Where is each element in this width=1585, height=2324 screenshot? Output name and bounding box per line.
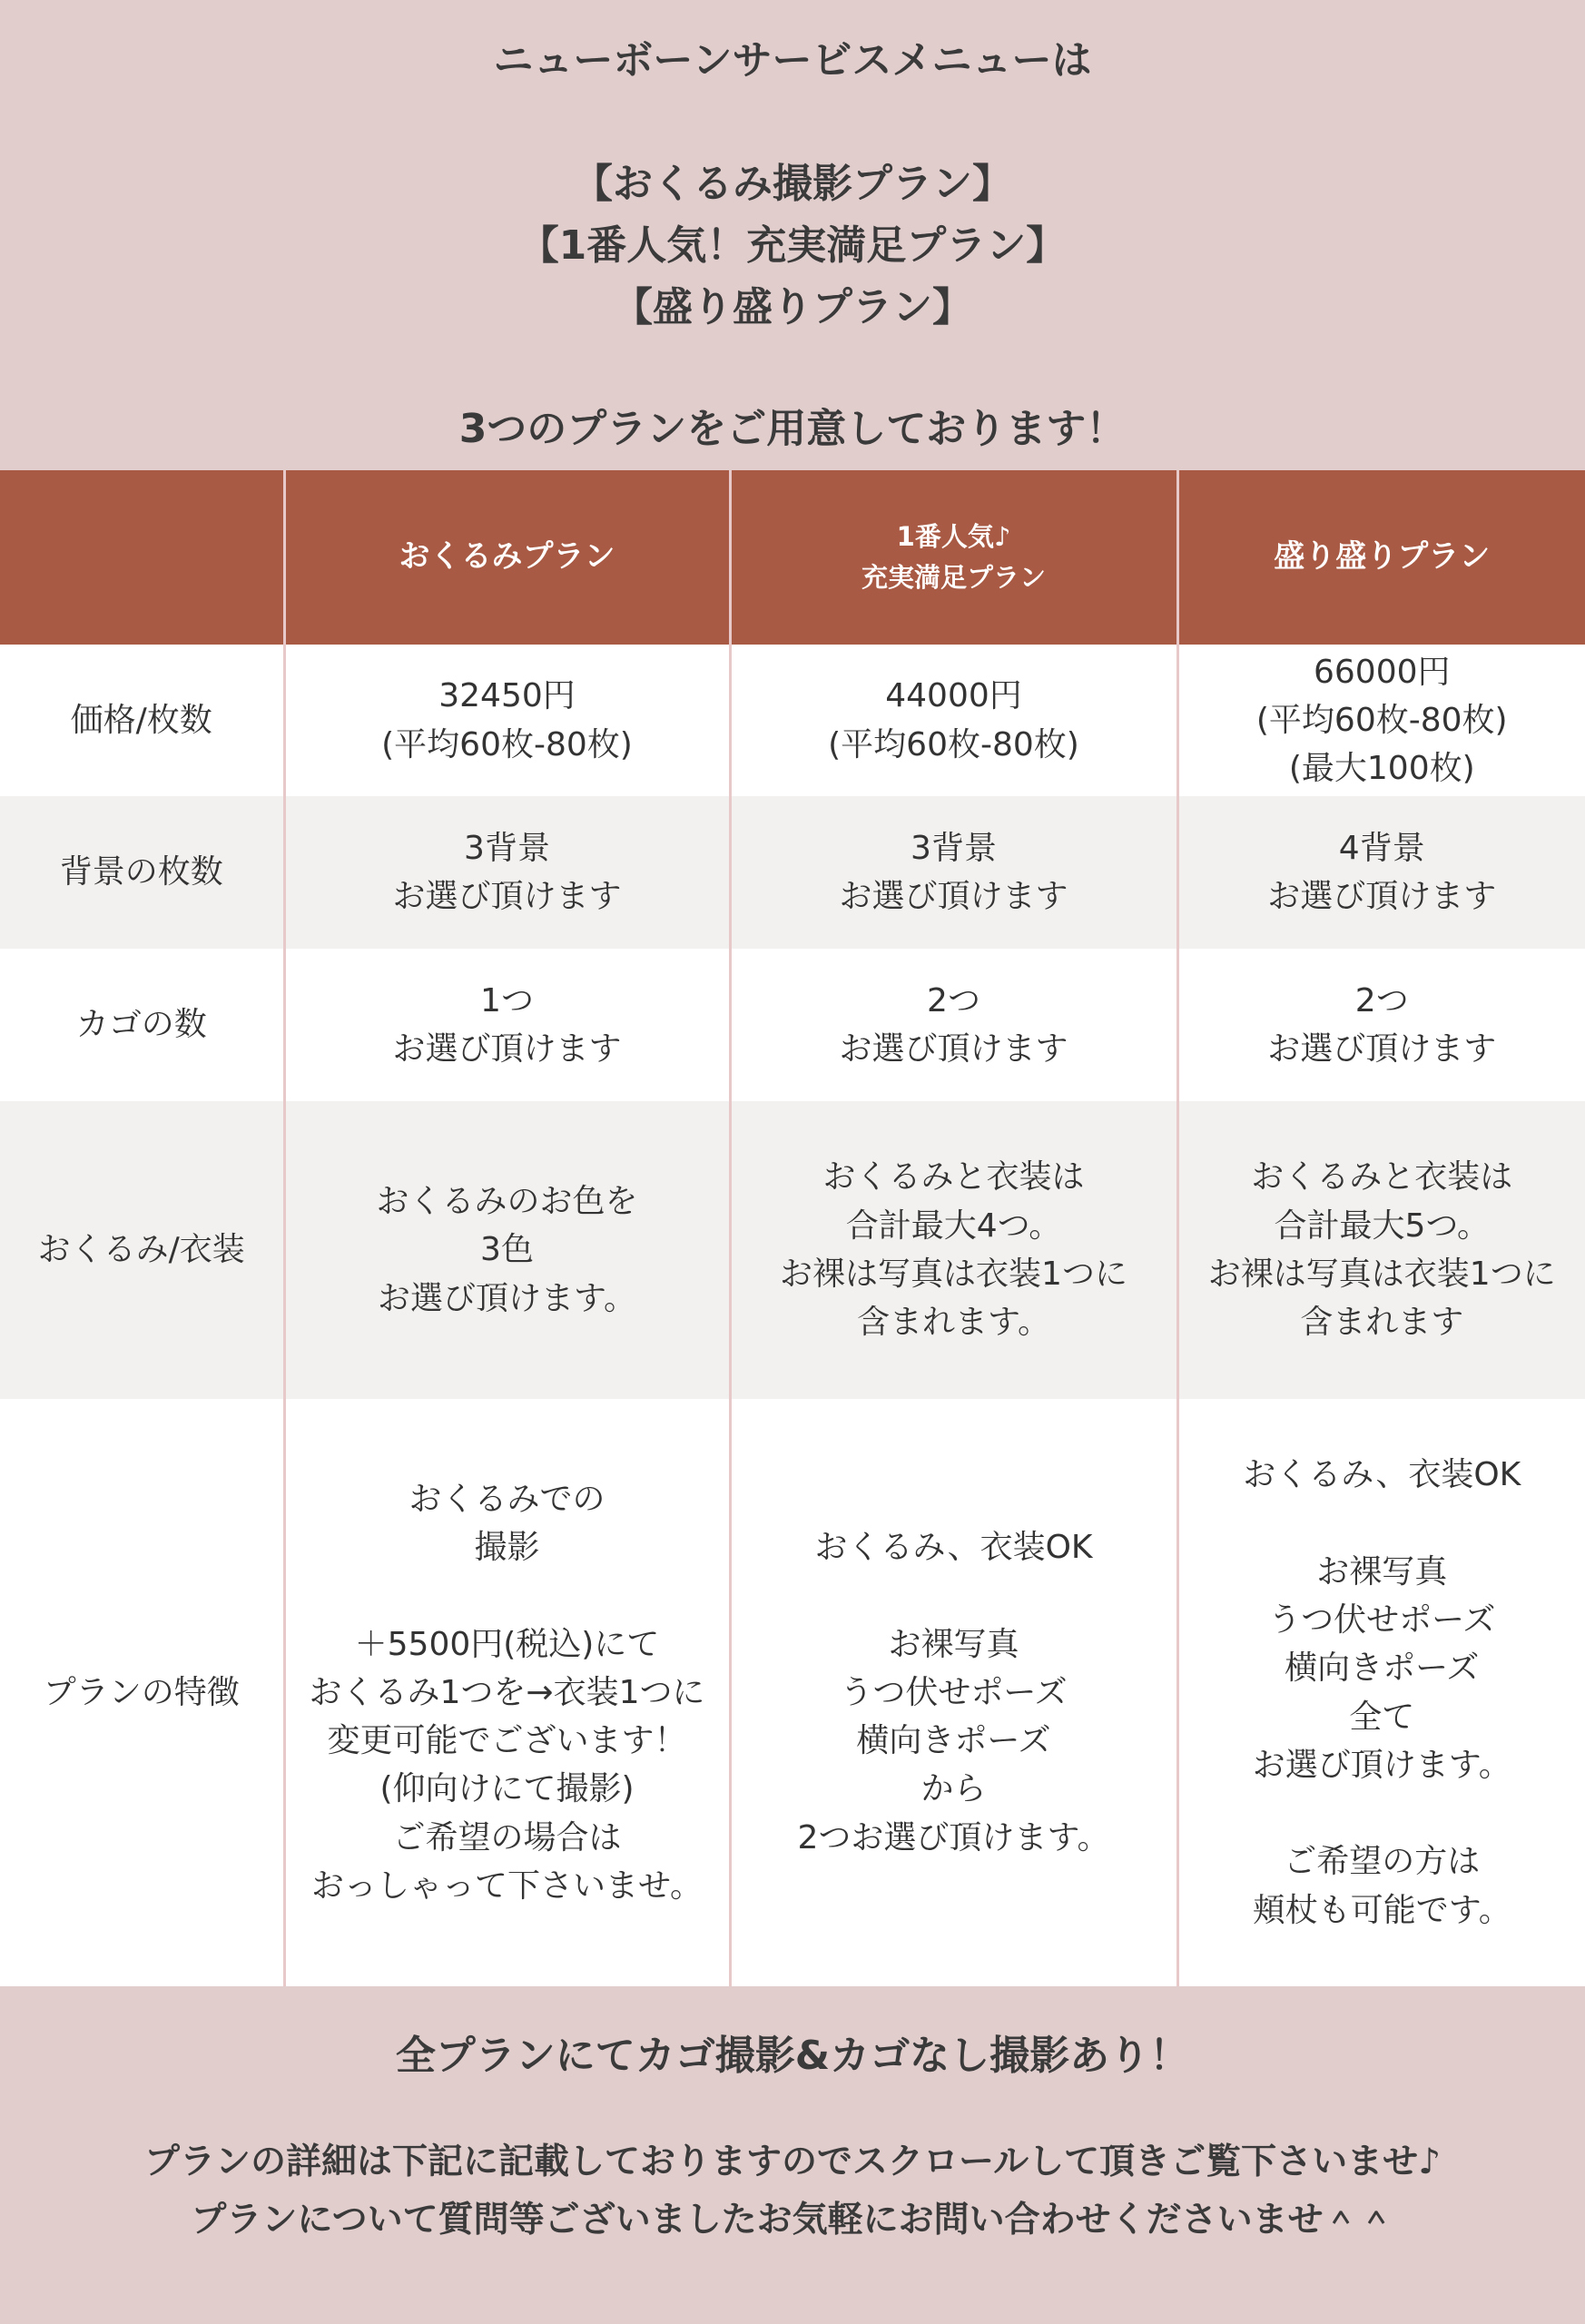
table-cell: 1つ お選び頂けます: [284, 949, 730, 1101]
table-header-row: [0, 470, 1585, 645]
popular-plan-name: 充実満足プラン: [861, 562, 1046, 593]
table-cell: おくるみのお色を 3色 お選び頂けます。: [284, 1101, 730, 1399]
row-label: 価格/枚数: [0, 645, 284, 796]
row-label: 背景の枚数: [0, 796, 284, 949]
table-cell: おくるみでの 撮影 ＋5500円(税込)にて おくるみ1つを→衣装1つに 変更可能でございます！ (仰向けにて撮影) ご希望の場合は おっしゃって下さいませ。: [284, 1399, 730, 1986]
footer-contact-note: プランについて質問等ございましたお気軽にお問い合わせくださいませ＾＾: [191, 2200, 1394, 2240]
table-row-baskets: [0, 949, 1585, 1101]
table-cell: 4背景 お選び頂けます: [1177, 796, 1585, 949]
footer-basket-note: 全プランにてカゴ撮影&カゴなし撮影あり！: [395, 2033, 1190, 2079]
row-label: カゴの数: [0, 949, 284, 1101]
table-row-backgrounds: [0, 796, 1585, 949]
row-label: プランの特徴: [0, 1399, 284, 1986]
table-row-price: [0, 645, 1585, 796]
table-cell: 2つ お選び頂けます: [1177, 949, 1585, 1101]
header-cell-morimori-plan: 盛り盛りプラン: [1177, 470, 1585, 645]
table-cell: 44000円 (平均60枚-80枚): [730, 645, 1177, 796]
intro-heading: ニューボーンサービスメニューは: [493, 37, 1092, 84]
table-cell: 3背景 お選び頂けます: [730, 796, 1177, 949]
table-cell: 66000円 (平均60枚-80枚) (最大100枚): [1177, 645, 1585, 796]
plan-name-3: 【盛り盛りプラン】: [613, 284, 972, 330]
table-cell: 2つ お選び頂けます: [730, 949, 1177, 1101]
header: [0, 0, 1585, 470]
table-cell: おくるみ、衣装OK お裸写真 うつ伏せポーズ 横向きポーズ 全て お選び頂けます。 ご希望の方は 頬杖も可能です。: [1177, 1399, 1585, 1986]
footer: [0, 1988, 1585, 2324]
table-cell: 3背景 お選び頂けます: [284, 796, 730, 949]
plan-comparison-table: [0, 470, 1585, 1986]
table-cell: おくるみと衣装は 合計最大5つ。 お裸は写真は衣装1つに 含まれます: [1177, 1101, 1585, 1399]
table-cell: おくるみ、衣装OK お裸写真 うつ伏せポーズ 横向きポーズ から 2つお選び頂けます。: [730, 1399, 1177, 1986]
header-cell-okurumi-plan: おくるみプラン: [284, 470, 730, 645]
row-label: おくるみ/衣装: [0, 1101, 284, 1399]
plan-name-2: 【1番人気！充実満足プラン】: [518, 222, 1067, 269]
header-cell-popular-plan: [730, 470, 1177, 645]
header-cell-empty: [0, 470, 284, 645]
table-cell: おくるみと衣装は 合計最大4つ。 お裸は写真は衣装1つに 含まれます。: [730, 1101, 1177, 1399]
table-cell: 32450円 (平均60枚-80枚): [284, 645, 730, 796]
footer-scroll-note: プランの詳細は下記に記載しておりますのでスクロールして頂きご覧下さいませ♪: [143, 2142, 1442, 2182]
table-row-costumes: [0, 1101, 1585, 1399]
table-row-features: [0, 1399, 1585, 1986]
popular-plan-badge: 1番人気♪: [896, 521, 1011, 553]
plan-name-1: 【おくるみ撮影プラン】: [573, 161, 1012, 207]
plan-summary: 3つのプランをご用意しております！: [458, 406, 1127, 452]
